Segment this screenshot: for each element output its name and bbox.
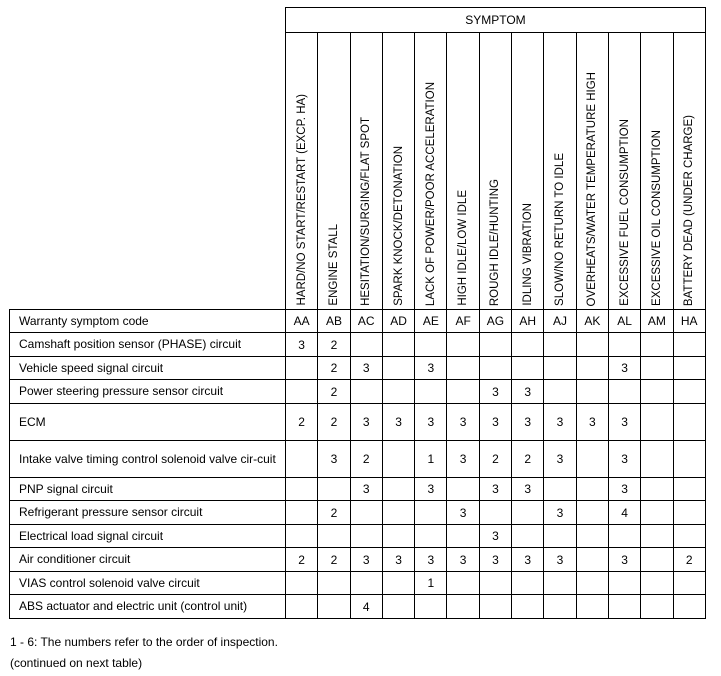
- inspection-order-cell: [382, 478, 414, 501]
- inspection-order-cell: [512, 357, 544, 380]
- inspection-order-cell: [641, 501, 673, 525]
- symptom-column-header: [512, 33, 544, 310]
- component-name: PNP signal circuit: [10, 478, 286, 501]
- inspection-order-cell: [318, 525, 350, 548]
- inspection-order-cell: [415, 380, 447, 404]
- symptom-column-header: [350, 33, 382, 310]
- inspection-order-cell: 3: [479, 380, 511, 404]
- inspection-order-cell: [673, 404, 705, 441]
- inspection-order-cell: [512, 501, 544, 525]
- symptom-label: ENGINE STALL: [327, 224, 340, 306]
- component-name: Air conditioner circuit: [10, 548, 286, 572]
- inspection-order-cell: [382, 441, 414, 478]
- inspection-order-cell: [286, 595, 318, 619]
- inspection-order-cell: [479, 572, 511, 595]
- inspection-order-cell: 3: [382, 548, 414, 572]
- inspection-order-cell: 3: [286, 333, 318, 357]
- inspection-order-cell: 3: [350, 357, 382, 380]
- inspection-order-cell: [576, 501, 608, 525]
- inspection-order-cell: [673, 380, 705, 404]
- table-row: [10, 478, 706, 501]
- inspection-order-cell: [544, 478, 576, 501]
- note-continued: (continued on next table): [10, 656, 143, 670]
- inspection-order-cell: [544, 357, 576, 380]
- inspection-order-cell: [479, 357, 511, 380]
- inspection-order-cell: 3: [608, 404, 640, 441]
- symptom-label: HIGH IDLE/LOW IDLE: [457, 190, 470, 306]
- symptom-column-header: [608, 33, 640, 310]
- warranty-code: AE: [415, 310, 447, 333]
- inspection-order-cell: 2: [318, 501, 350, 525]
- warranty-code: AM: [641, 310, 673, 333]
- symptom-label: LACK OF POWER/POOR ACCELERATION: [424, 81, 437, 306]
- inspection-order-cell: 3: [576, 404, 608, 441]
- inspection-order-cell: [415, 595, 447, 619]
- warranty-code: HA: [673, 310, 705, 333]
- inspection-order-cell: 3: [350, 404, 382, 441]
- note-inspection-order: 1 - 6: The numbers refer to the order of inspection.: [10, 635, 278, 649]
- inspection-order-cell: [608, 380, 640, 404]
- component-name: Refrigerant pressure sensor circuit: [10, 501, 286, 525]
- inspection-order-cell: [544, 595, 576, 619]
- inspection-order-cell: [576, 595, 608, 619]
- warranty-code: AG: [479, 310, 511, 333]
- inspection-order-cell: [447, 525, 479, 548]
- inspection-order-cell: 3: [350, 478, 382, 501]
- component-name: Electrical load signal circuit: [10, 525, 286, 548]
- table-row: [10, 441, 706, 478]
- inspection-order-cell: [382, 501, 414, 525]
- component-name: Camshaft position sensor (PHASE) circuit: [10, 333, 286, 357]
- inspection-order-cell: [641, 478, 673, 501]
- inspection-order-cell: [286, 525, 318, 548]
- warranty-code-label: Warranty symptom code: [10, 310, 286, 333]
- inspection-order-cell: [318, 572, 350, 595]
- inspection-order-cell: 3: [447, 501, 479, 525]
- inspection-order-cell: 3: [512, 478, 544, 501]
- inspection-order-cell: [286, 357, 318, 380]
- symptom-label: HARD/NO START/RESTART (EXCP. HA): [295, 94, 308, 306]
- table-row: [10, 572, 706, 595]
- inspection-order-cell: [479, 333, 511, 357]
- inspection-order-cell: [447, 595, 479, 619]
- symptom-table: [9, 7, 706, 619]
- inspection-order-cell: 3: [544, 441, 576, 478]
- inspection-order-cell: [576, 333, 608, 357]
- symptom-header: SYMPTOM: [286, 8, 706, 33]
- inspection-order-cell: 4: [350, 595, 382, 619]
- symptom-label: EXCESSIVE FUEL CONSUMPTION: [618, 119, 631, 306]
- inspection-order-cell: 1: [415, 572, 447, 595]
- component-name: VIAS control solenoid valve circuit: [10, 572, 286, 595]
- inspection-order-cell: 3: [479, 525, 511, 548]
- symptom-label: HESITATION/SURGING/FLAT SPOT: [360, 117, 373, 306]
- inspection-order-cell: [608, 572, 640, 595]
- inspection-order-cell: [576, 478, 608, 501]
- symptom-column-header: [673, 33, 705, 310]
- table-row: [10, 380, 706, 404]
- inspection-order-cell: 3: [608, 548, 640, 572]
- inspection-order-cell: [673, 595, 705, 619]
- inspection-order-cell: 3: [544, 501, 576, 525]
- inspection-order-cell: [382, 333, 414, 357]
- inspection-order-cell: 2: [318, 404, 350, 441]
- inspection-order-cell: [382, 572, 414, 595]
- inspection-order-cell: [544, 380, 576, 404]
- inspection-order-cell: [673, 525, 705, 548]
- component-name: Power steering pressure sensor circuit: [10, 380, 286, 404]
- symptom-column-header: [318, 33, 350, 310]
- inspection-order-cell: [576, 548, 608, 572]
- inspection-order-cell: [641, 572, 673, 595]
- symptom-column-header: [641, 33, 673, 310]
- inspection-order-cell: 2: [286, 548, 318, 572]
- inspection-order-cell: 2: [318, 333, 350, 357]
- inspection-order-cell: [673, 333, 705, 357]
- inspection-order-cell: [350, 501, 382, 525]
- inspection-order-cell: [350, 525, 382, 548]
- inspection-order-cell: 2: [479, 441, 511, 478]
- inspection-order-cell: 3: [447, 441, 479, 478]
- inspection-order-cell: 3: [544, 404, 576, 441]
- inspection-order-cell: 3: [350, 548, 382, 572]
- warranty-code: AH: [512, 310, 544, 333]
- inspection-order-cell: 3: [512, 404, 544, 441]
- inspection-order-cell: [350, 333, 382, 357]
- inspection-order-cell: [382, 525, 414, 548]
- symptom-label: ROUGH IDLE/HUNTING: [489, 178, 502, 306]
- table-row: [10, 404, 706, 441]
- inspection-order-cell: [447, 478, 479, 501]
- warranty-code: AB: [318, 310, 350, 333]
- inspection-order-cell: 4: [608, 501, 640, 525]
- inspection-order-cell: [641, 548, 673, 572]
- inspection-order-cell: [673, 357, 705, 380]
- table-row: [10, 501, 706, 525]
- inspection-order-cell: [641, 404, 673, 441]
- inspection-order-cell: 3: [318, 441, 350, 478]
- component-name: Vehicle speed signal circuit: [10, 357, 286, 380]
- warranty-code: AL: [608, 310, 640, 333]
- inspection-order-cell: [673, 441, 705, 478]
- header-corner: [10, 8, 286, 310]
- inspection-order-cell: 3: [415, 357, 447, 380]
- table-row: [10, 525, 706, 548]
- inspection-order-cell: 3: [415, 404, 447, 441]
- inspection-order-cell: 2: [318, 357, 350, 380]
- inspection-order-cell: [286, 572, 318, 595]
- symptom-column-header: [479, 33, 511, 310]
- inspection-order-cell: [318, 595, 350, 619]
- inspection-order-cell: [544, 572, 576, 595]
- inspection-order-cell: [641, 380, 673, 404]
- inspection-order-cell: 2: [512, 441, 544, 478]
- table-row: [10, 548, 706, 572]
- inspection-order-cell: [512, 572, 544, 595]
- inspection-order-cell: 3: [447, 404, 479, 441]
- inspection-order-cell: [641, 441, 673, 478]
- inspection-order-cell: 2: [673, 548, 705, 572]
- inspection-order-cell: [673, 501, 705, 525]
- inspection-order-cell: [415, 333, 447, 357]
- component-name: ABS actuator and electric unit (control unit): [10, 595, 286, 619]
- inspection-order-cell: 3: [415, 548, 447, 572]
- inspection-order-cell: [415, 501, 447, 525]
- symptom-label: IDLING VIBRATION: [521, 203, 534, 306]
- inspection-order-cell: 2: [318, 380, 350, 404]
- inspection-order-cell: [415, 525, 447, 548]
- inspection-order-cell: [286, 441, 318, 478]
- symptom-label: SPARK KNOCK/DETONATION: [392, 146, 405, 306]
- inspection-order-cell: 3: [447, 548, 479, 572]
- warranty-code: AF: [447, 310, 479, 333]
- inspection-order-cell: [608, 595, 640, 619]
- symptom-column-header: [382, 33, 414, 310]
- inspection-order-cell: [641, 357, 673, 380]
- inspection-order-cell: [576, 357, 608, 380]
- inspection-order-cell: 3: [608, 357, 640, 380]
- inspection-order-cell: 3: [479, 478, 511, 501]
- warranty-code: AD: [382, 310, 414, 333]
- inspection-order-cell: [576, 380, 608, 404]
- inspection-order-cell: [512, 525, 544, 548]
- notes: [10, 632, 278, 674]
- inspection-order-cell: [576, 525, 608, 548]
- inspection-order-cell: [286, 501, 318, 525]
- component-name: Intake valve timing control solenoid valve cir-cuit: [10, 441, 286, 478]
- inspection-order-cell: 3: [608, 441, 640, 478]
- component-name: ECM: [10, 404, 286, 441]
- inspection-order-cell: [673, 478, 705, 501]
- inspection-order-cell: [512, 333, 544, 357]
- inspection-order-cell: [286, 380, 318, 404]
- table-row: [10, 333, 706, 357]
- inspection-order-cell: [382, 380, 414, 404]
- inspection-order-cell: [350, 380, 382, 404]
- inspection-order-cell: [382, 357, 414, 380]
- inspection-order-cell: 2: [286, 404, 318, 441]
- inspection-order-cell: 3: [479, 548, 511, 572]
- inspection-order-cell: 1: [415, 441, 447, 478]
- inspection-order-cell: [673, 572, 705, 595]
- inspection-order-cell: [447, 333, 479, 357]
- inspection-order-cell: [382, 595, 414, 619]
- symptom-column-header: [286, 33, 318, 310]
- warranty-code: AK: [576, 310, 608, 333]
- inspection-order-cell: [479, 501, 511, 525]
- symptom-label: EXCESSIVE OIL CONSUMPTION: [650, 130, 663, 306]
- inspection-order-cell: [608, 525, 640, 548]
- inspection-order-cell: [544, 333, 576, 357]
- inspection-order-cell: [447, 572, 479, 595]
- inspection-order-cell: 3: [544, 548, 576, 572]
- inspection-order-cell: [608, 333, 640, 357]
- inspection-order-cell: [576, 572, 608, 595]
- warranty-code: AJ: [544, 310, 576, 333]
- symptom-column-header: [576, 33, 608, 310]
- inspection-order-cell: 2: [318, 548, 350, 572]
- symptom-column-header: [415, 33, 447, 310]
- symptom-label: BATTERY DEAD (UNDER CHARGE): [683, 114, 696, 306]
- inspection-order-cell: [447, 357, 479, 380]
- table-row: [10, 595, 706, 619]
- inspection-order-cell: 3: [608, 478, 640, 501]
- inspection-order-cell: [286, 478, 318, 501]
- table-row: [10, 357, 706, 380]
- inspection-order-cell: 3: [512, 548, 544, 572]
- inspection-order-cell: [641, 595, 673, 619]
- inspection-order-cell: [544, 525, 576, 548]
- symptom-column-header: [544, 33, 576, 310]
- inspection-order-cell: 3: [479, 404, 511, 441]
- inspection-order-cell: 3: [415, 478, 447, 501]
- symptom-column-header: [447, 33, 479, 310]
- inspection-order-cell: [350, 572, 382, 595]
- inspection-order-cell: [641, 333, 673, 357]
- inspection-order-cell: [479, 595, 511, 619]
- inspection-order-cell: [447, 380, 479, 404]
- inspection-order-cell: 3: [512, 380, 544, 404]
- inspection-order-cell: [512, 595, 544, 619]
- inspection-order-cell: [641, 525, 673, 548]
- warranty-code: AA: [286, 310, 318, 333]
- warranty-code: AC: [350, 310, 382, 333]
- inspection-order-cell: [318, 478, 350, 501]
- inspection-order-cell: 3: [382, 404, 414, 441]
- symptom-label: OVERHEATS/WATER TEMPERATURE HIGH: [586, 71, 599, 306]
- symptom-label: SLOW/NO RETURN TO IDLE: [554, 153, 567, 306]
- inspection-order-cell: [576, 441, 608, 478]
- inspection-order-cell: 2: [350, 441, 382, 478]
